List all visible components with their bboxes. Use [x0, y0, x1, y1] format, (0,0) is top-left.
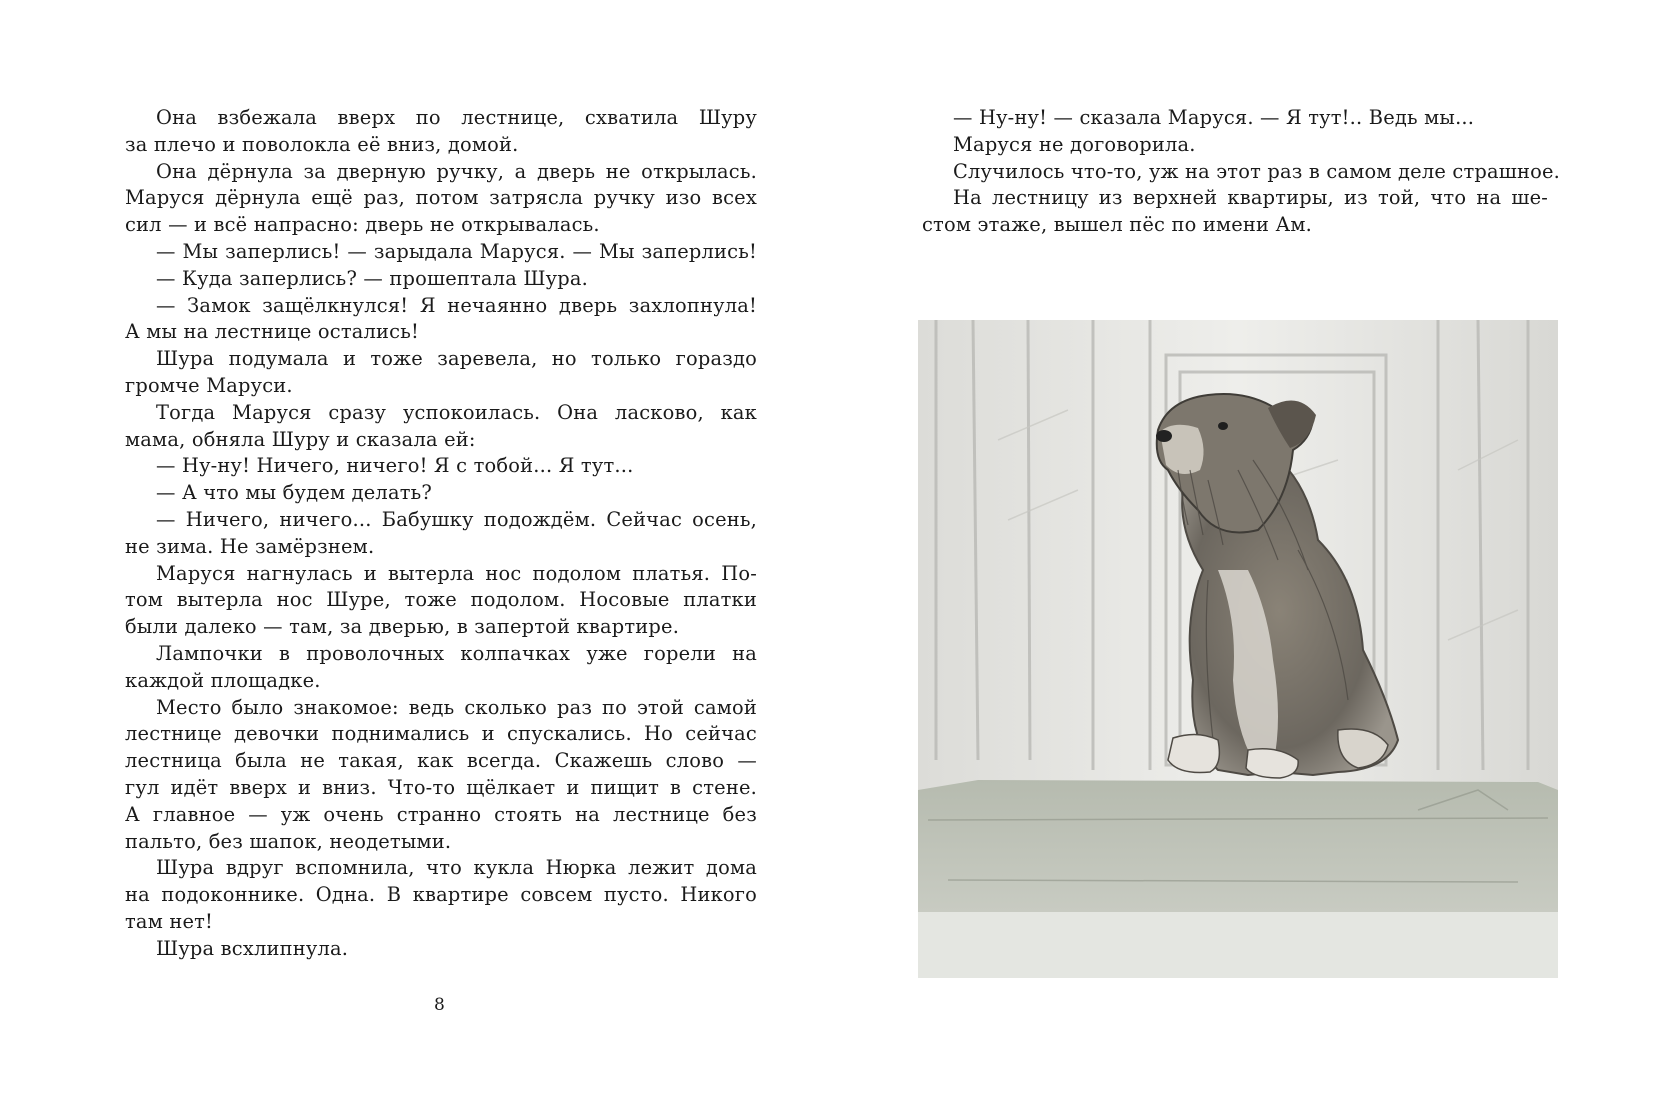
text-line: Маруся не договорила.	[953, 132, 1196, 156]
left-page	[0, 0, 831, 1097]
text-line: не зима. Не замёрзнем.	[125, 534, 375, 558]
text-line: каждой площадке.	[125, 668, 321, 692]
right-page-text	[922, 105, 1561, 239]
text-line: Она взбежала вверх по лестнице, схватила Шуру	[156, 106, 757, 129]
text-line: Шура подумала и тоже заревела, но только гораздо	[156, 347, 757, 371]
text-line: А главное — уж очень странно стоять на лестнице без	[125, 802, 757, 826]
text-line: Маруся нагнулась и вытерла нос подолом платья. По-	[156, 561, 757, 585]
text-line: Лампочки в проволочных колпачках уже горели на	[156, 641, 757, 665]
left-page-text	[125, 105, 757, 963]
dog-illustration	[918, 320, 1558, 978]
text-line: были далеко — там, за дверью, в запертой квартире.	[125, 615, 680, 639]
text-line: — Замок защёлкнулся! Я нечаянно дверь захлопнула!	[156, 293, 757, 317]
text-line: Тогда Маруся сразу успокоилась. Она ласково, как	[156, 400, 757, 424]
text-line: мама, обняла Шуру и сказала ей:	[125, 427, 476, 451]
text-line: том вытерла нос Шуре, тоже подолом. Носовые платки	[125, 588, 757, 612]
text-line: лестница была не такая, как всегда. Скажешь слово —	[125, 749, 757, 773]
text-line: Случилось что-то, уж на этот раз в самом деле страшное.	[953, 159, 1561, 183]
text-line: Шура вдруг вспомнила, что кукла Нюрка лежит дома	[156, 856, 757, 880]
text-line: — Ну-ну! — сказала Маруся. — Я тут!.. Ведь мы...	[953, 106, 1475, 129]
text-line: громче Маруси.	[125, 373, 293, 397]
text-line: сил — и всё напрасно: дверь не открывалась.	[125, 213, 600, 237]
right-page	[831, 0, 1663, 1097]
text-line: Она дёрнула за дверную ручку, а дверь не открылась.	[156, 159, 757, 183]
text-line: — А что мы будем делать?	[156, 481, 432, 505]
page-number: 8	[434, 995, 445, 1015]
text-line: пальто, без шапок, неодетыми.	[125, 829, 452, 853]
text-line: гул идёт вверх и вниз. Что-то щёлкает и пищит в стене.	[125, 775, 757, 799]
text-line: там нет!	[125, 909, 214, 933]
text-line: — Мы заперлись! — зарыдала Маруся. — Мы заперлись!	[156, 239, 757, 263]
text-line: лестнице девочки поднимались и спускались. Но сейчас	[125, 722, 757, 746]
dog-sketch-image	[918, 320, 1558, 978]
text-line: на подоконнике. Одна. В квартире совсем пусто. Никого	[125, 883, 757, 907]
text-line: — Ничего, ничего... Бабушку подождём. Сейчас осень,	[156, 507, 757, 531]
text-line: Маруся дёрнула ещё раз, потом затрясла ручку изо всех	[125, 186, 757, 210]
text-line: Шура всхлипнула.	[156, 936, 349, 960]
text-line: А мы на лестнице остались!	[125, 320, 419, 344]
text-line: — Куда заперлись? — прошептала Шура.	[156, 266, 588, 290]
text-line: за плечо и поволокла её вниз, домой.	[125, 132, 519, 156]
text-line: стом этаже, вышел пёс по имени Ам.	[922, 213, 1313, 237]
text-line: На лестницу из верхней квартиры, из той, что на ше-	[953, 186, 1548, 210]
text-line: Место было знакомое: ведь сколько раз по этой самой	[156, 695, 757, 719]
text-line: — Ну-ну! Ничего, ничего! Я с тобой... Я тут...	[156, 454, 634, 478]
